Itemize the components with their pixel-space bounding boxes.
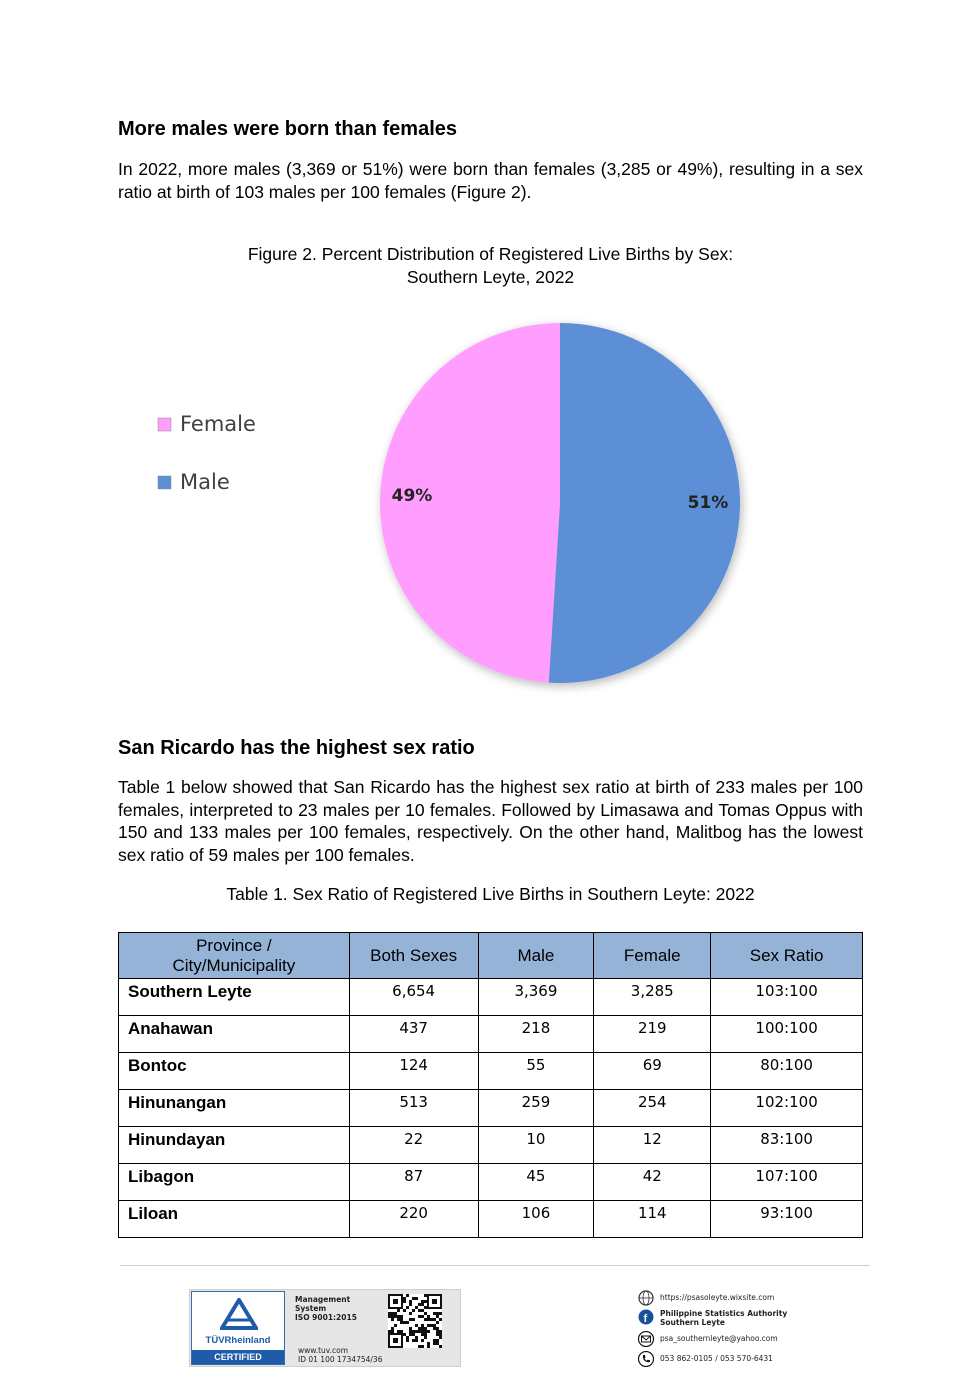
website-text[interactable]: https://psasoleyte.wixsite.com <box>660 1293 775 1302</box>
qr-code-icon <box>388 1294 452 1348</box>
table-row <box>119 1053 863 1090</box>
legend-label: Female <box>180 412 256 436</box>
figure-caption-line: Southern Leyte, 2022 <box>406 267 575 287</box>
table-row <box>119 1016 863 1053</box>
municipality-cell: Liloan <box>119 1201 350 1238</box>
value-cell: 106 <box>478 1201 594 1238</box>
table-row <box>119 1090 863 1127</box>
table-row <box>119 1127 863 1164</box>
column-header: Both Sexes <box>349 933 478 979</box>
phone-icon <box>638 1351 654 1367</box>
value-cell: 124 <box>349 1053 478 1090</box>
table-caption: Table 1. Sex Ratio of Registered Live Births in Southern Leyte: 2022 <box>226 884 755 904</box>
municipality-cell: Libagon <box>119 1164 350 1201</box>
legend-item-female <box>158 412 256 436</box>
tuv-triangle-icon <box>220 1298 258 1330</box>
tuv-url: www.tuv.com <box>298 1346 349 1355</box>
value-cell: 3,369 <box>478 979 594 1016</box>
email-text[interactable]: psa_southernleyte@yahoo.com <box>660 1334 778 1343</box>
email-icon <box>638 1331 656 1347</box>
header-line: Province / <box>196 935 272 955</box>
value-cell: 513 <box>349 1090 478 1127</box>
tuv-logo <box>191 1291 285 1365</box>
contact-email <box>638 1330 828 1350</box>
section-heading: San Ricardo has the highest sex ratio <box>118 737 475 759</box>
mgmt-line: System <box>295 1304 327 1313</box>
certification-badge <box>189 1289 461 1367</box>
column-header: Female <box>594 933 711 979</box>
value-cell: 100:100 <box>711 1016 863 1053</box>
value-cell: 218 <box>478 1016 594 1053</box>
section-paragraph: Table 1 below showed that San Ricardo has the highest sex ratio at birth of 233 males per 100 females, interpreted to 23 males per 10 females. Followed by Limasawa and Tomas Oppus with 150 and 133 males per 100 females, respectively. On the other hand, Malitbog has the lowest sex ratio of 59 males per 100 females. <box>118 777 863 865</box>
phone-text[interactable]: 053 862-0105 / 053 570-6431 <box>660 1354 773 1363</box>
tuv-id: ID 01 100 1734754/36 <box>298 1355 383 1364</box>
legend-label: Male <box>180 470 230 494</box>
tuv-brand: TÜVRheinland <box>205 1335 271 1346</box>
value-cell: 12 <box>594 1127 711 1164</box>
contact-website <box>638 1290 828 1308</box>
certified-label: CERTIFIED <box>192 1350 284 1364</box>
table-row <box>119 979 863 1016</box>
value-cell: 437 <box>349 1016 478 1053</box>
legend-swatch <box>158 418 171 431</box>
contact-phone <box>638 1350 828 1368</box>
value-cell: 107:100 <box>711 1164 863 1201</box>
column-header: Male <box>478 933 594 979</box>
column-header-municipality <box>119 933 350 979</box>
contact-info <box>638 1290 828 1368</box>
section-heading: More males were born than females <box>118 118 458 140</box>
contact-facebook <box>638 1308 828 1330</box>
municipality-cell: Hinunangan <box>119 1090 350 1127</box>
table-row <box>119 1201 863 1238</box>
pie-data-label: 49% <box>391 486 433 506</box>
svg-text:f: f <box>643 1313 648 1325</box>
municipality-cell: Anahawan <box>119 1016 350 1053</box>
value-cell: 102:100 <box>711 1090 863 1127</box>
value-cell: 259 <box>478 1090 594 1127</box>
header-line: City/Municipality <box>172 955 296 975</box>
footer-divider <box>120 1265 870 1266</box>
table-header-row <box>119 933 863 979</box>
value-cell: 103:100 <box>711 979 863 1016</box>
value-cell: 83:100 <box>711 1127 863 1164</box>
section-paragraph: In 2022, more males (3,369 or 51%) were born than females (3,285 or 49%), resulting in a sex ratio at birth of 103 males per 100 females (Figure 2). <box>118 159 863 202</box>
municipality-cell: Hinundayan <box>119 1127 350 1164</box>
globe-icon <box>638 1290 654 1306</box>
legend-item-male <box>158 470 230 494</box>
municipality-cell: Southern Leyte <box>119 979 350 1016</box>
value-cell: 80:100 <box>711 1053 863 1090</box>
pie-chart <box>130 300 770 710</box>
value-cell: 22 <box>349 1127 478 1164</box>
value-cell: 93:100 <box>711 1201 863 1238</box>
facebook-icon <box>638 1309 654 1325</box>
table-row <box>119 1164 863 1201</box>
figure-caption-line: Figure 2. Percent Distribution of Registered Live Births by Sex: <box>247 244 734 264</box>
chart-legend <box>158 412 256 494</box>
facebook-line: Philippine Statistics Authority <box>660 1309 788 1318</box>
value-cell: 69 <box>594 1053 711 1090</box>
pie-data-label: 51% <box>687 493 729 513</box>
column-header: Sex Ratio <box>711 933 863 979</box>
value-cell: 10 <box>478 1127 594 1164</box>
value-cell: 42 <box>594 1164 711 1201</box>
value-cell: 6,654 <box>349 979 478 1016</box>
value-cell: 114 <box>594 1201 711 1238</box>
municipality-cell: Bontoc <box>119 1053 350 1090</box>
value-cell: 45 <box>478 1164 594 1201</box>
management-system-text <box>295 1295 357 1322</box>
value-cell: 254 <box>594 1090 711 1127</box>
facebook-line: Southern Leyte <box>660 1318 725 1327</box>
figure-caption <box>118 243 863 289</box>
mgmt-line: Management <box>295 1295 351 1304</box>
value-cell: 87 <box>349 1164 478 1201</box>
mgmt-line: ISO 9001:2015 <box>295 1313 357 1322</box>
value-cell: 55 <box>478 1053 594 1090</box>
value-cell: 220 <box>349 1201 478 1238</box>
value-cell: 219 <box>594 1016 711 1053</box>
value-cell: 3,285 <box>594 979 711 1016</box>
legend-swatch <box>158 476 171 489</box>
facebook-text[interactable] <box>660 1309 787 1327</box>
sex-ratio-table <box>118 932 863 1238</box>
